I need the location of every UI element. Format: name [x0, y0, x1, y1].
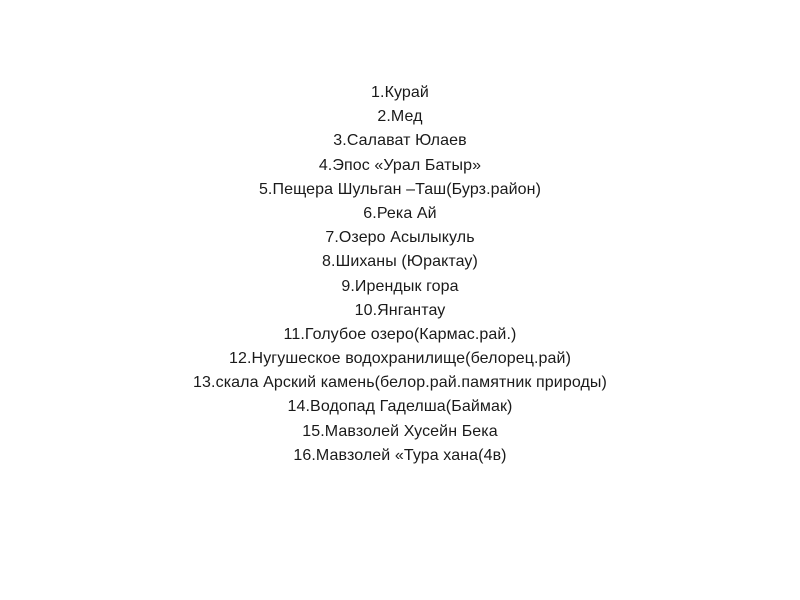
list-item: 2.Мед	[377, 108, 423, 126]
list-item: 8.Шиханы (Юрактау)	[322, 253, 478, 271]
list-item: 14.Водопад Гаделша(Баймак)	[287, 398, 513, 416]
list-item: 1.Курай	[371, 84, 429, 101]
list-item: 15.Мавзолей Хусейн Бека	[302, 422, 498, 440]
list-item: 7.Озеро Асылыкуль	[325, 229, 475, 247]
list-item: 6.Река Ай	[363, 204, 437, 222]
list-item: 5.Пещера Шульган –Таш(Бурз.район)	[258, 180, 542, 198]
list-item: 12.Нугушеское водохранилище(белорец.рай)	[229, 350, 571, 368]
list-item: 13.скала Арский камень(белор.рай.памятник природы)	[193, 374, 607, 392]
list-item: 3.Салават Юлаев	[333, 132, 467, 150]
list-item: 9.Ирендык гора	[341, 277, 459, 295]
list-item: 10.Янгантау	[354, 301, 446, 319]
list-item: 16.Мавзолей «Тура хана(4в)	[293, 446, 507, 464]
list-item: 11.Голубое озеро(Кармас.рай.)	[283, 325, 517, 343]
numbered-list	[0, 81, 800, 468]
list-item: 4.Эпос «Урал Батыр»	[318, 156, 482, 174]
